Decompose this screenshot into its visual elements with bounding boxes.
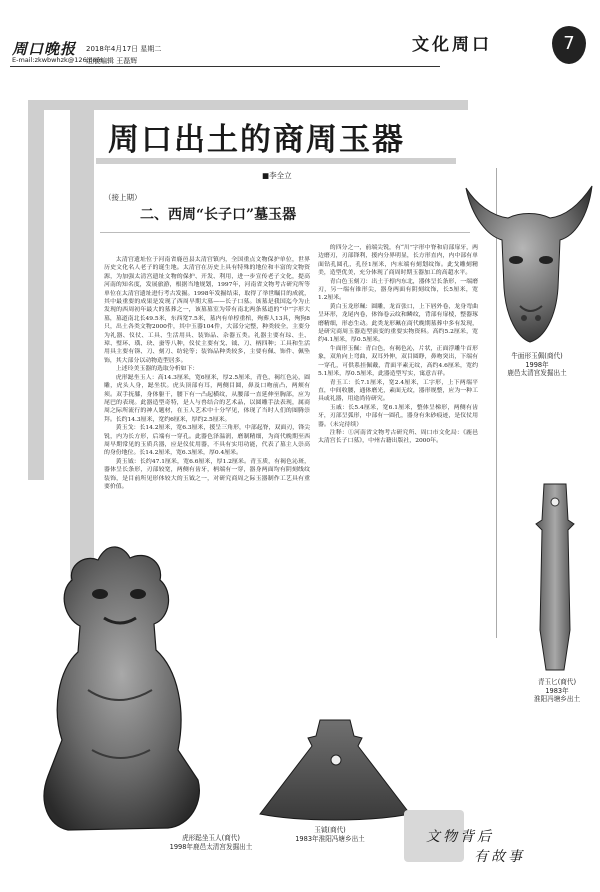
paragraph: 虎形跽坐玉人：高14.3厘米，宽6厘米，厚2.5厘米，青色，褐红色沁，圆雕，虎头人身，跽坐状。虎头顶部有耳，两侧目圆，鼻及口吻前凸，两颊有须。双手抚膝，身体躯干，腰下有一凸起横纹，从腰部一直延伸至胸部，应为尾巴的表现。此器造型奇特，是人与兽结合的艺术品，以圆雕手法表现，属商周之际所流行的神人题材，在玉人艺术中十分罕见，体现了当时人们的图腾崇拜。长约14.3厘米，宽约6厘米，厚约2.5厘米。: [104, 374, 310, 423]
caption-line: 鹿邑太清宫发掘出土: [507, 369, 567, 377]
seal-line-1: 文物背后: [426, 829, 494, 845]
decor-hline: [100, 232, 470, 233]
masthead: 周口晚报: [12, 40, 77, 58]
paragraph: 青白色玉刻刀：出土于椁内东北，器体呈长条形，一端磨刃，另一端有锥形尖，器身两面有阴刻纹饰，长5厘米，宽1.2厘米。: [318, 278, 478, 302]
editor-line: 组版编辑 王磊辉: [86, 57, 138, 65]
axe-jade-image: [530, 480, 580, 675]
decor-bar: [28, 100, 44, 480]
tiger-caption: [146, 834, 276, 851]
header-divider: [10, 66, 440, 67]
decor-bar: [70, 100, 94, 600]
paragraph: 青玉工：长7.1厘米，宽2.4厘米，工字形，上下两端平直，中间收腰，通体磨光，素面无纹，器形规整，应为一种工具或礼器，用途尚待研究。: [318, 379, 478, 403]
text-column-1: [104, 256, 310, 491]
article-title: 周口出土的商周玉器: [108, 122, 405, 158]
paragraph: 牛面形玉佩：青白色，有褐色沁，片状，正面浮雕牛首形象，双角向上弯曲，双耳外伸，双目圆睁，鼻吻突出，下端有一穿孔，可供系挂佩戴，背面平素无纹，高约4.6厘米，宽约5.1厘米，厚0.5厘米，此器造型写实，寓意吉祥。: [318, 345, 478, 378]
caption-line: 虎形跽坐玉人(商代): [182, 834, 240, 842]
axe-caption: [518, 678, 596, 704]
series-tag: （接上期）: [104, 193, 142, 202]
page-number: 7: [552, 26, 586, 64]
caption-line: 1998年: [525, 360, 549, 369]
text-column-2: [318, 244, 478, 446]
tiger-jade-image: [28, 540, 228, 836]
article-subtitle: 二、西周“长子口”墓玉器: [140, 207, 297, 223]
paragraph: 黄玉钺：长约47.1厘米，宽6.6厘米，厚1.2厘米。青玉质，有褐色沁斑，器体呈长条形，刃部较宽，两侧有齿牙，柄端有一穿，器身两面均有阴刻线纹装饰，是目前所见形体较大的玉钺之一，对研究商周之际玉器制作工艺具有重要价值。: [104, 458, 310, 490]
ox-jade-image: [458, 178, 598, 350]
paragraph: 黄玉戈：长14.2厘米，宽6.3厘米，援呈三角形，中部起脊，双面刃，锋尖锐，内为长方形，后端有一穿孔。此器色泽温润，磨制精细，为商代晚期至西周早期常见的玉质兵器，应是仪仗用器，不具有实用功能，代表了墓主人崇高的身份地位。长14.2厘米，宽6.3厘米，厚0.4厘米。: [104, 425, 310, 457]
calligraphy-seal: [404, 800, 584, 872]
caption-line: 1983年: [545, 686, 569, 695]
seal-line-2: 有故事: [474, 849, 525, 865]
paragraph: 上述玲美玉器的选取分析如下：: [115, 366, 199, 373]
paragraph: 的四分之一，前端尖锐，有“川”字形中脊和肩部扉牙，两边磨刃，刃部锋利，援内分界明显，长方形直内，内中部有单面钻孔圆孔，孔径1厘米，内末端有刻划纹饰。此戈雕刻精美，造型优美，充分体现了商周时期玉器加工的高超水平。: [318, 245, 478, 277]
section-title: 文化周口: [412, 35, 492, 55]
date-line: 2018年4月17日 星期二: [86, 45, 162, 53]
caption-line: 牛面形玉佩(商代): [511, 352, 563, 360]
author: ■李全立: [262, 171, 292, 180]
paragraph: 玉戚：长5.4厘米，宽6.1厘米，整体呈梯形，两侧有齿牙，刃部呈弧形，中部有一圆孔，器身有朱砂痕迹，是仪仗用器。（未完待续）: [318, 404, 478, 428]
caption-line: 玉钺(商代): [314, 826, 346, 834]
caption-line: 淮阳冯塘乡出土: [533, 695, 581, 703]
ge-jade-image: [250, 716, 420, 824]
paragraph: 注释：①河南省文物考古研究所、周口市文化局：《鹿邑太清宫长子口墓》，中州古籍出版社，2000年。: [318, 429, 478, 445]
email: E-mail:zkwbwhzk@126.com: [12, 56, 103, 64]
caption-line: 1998年鹿邑太清宫发掘出土: [169, 842, 253, 851]
caption-line: 1983年淮阳冯塘乡出土: [295, 834, 365, 843]
ge-caption: [270, 826, 390, 843]
ox-caption: [478, 352, 596, 378]
decor-bar: [28, 100, 468, 110]
paragraph: 黄白玉龙形珮：圆雕，龙首张口，上下唇外卷，龙身弯曲呈环形，龙尾内卷，体饰卷云纹和鳞纹，背部有扉棱，整器琢磨精细，形态生动。此类龙形珮在商代晚期墓葬中多有发现，是研究商周玉器造型演变的重要实物资料。高约5.2厘米，宽约4.1厘米，厚0.5厘米。: [318, 303, 478, 344]
caption-line: 青玉匕(商代): [537, 678, 577, 686]
paragraph: 太清宫遗址位于河南省鹿邑县太清宫镇内，全国重点文物保护单位，世界历史文化名人老子的诞生地。太清宫在历史上具有特殊的地位和丰富的文物资源，为加强太清宫遗址文物的保护、开发、利用，进一步宣传老子文化，提高河南的知名度，发展旅游，根据当地规划，1997年，河南省文物考古研究所等单位在太清宫遗址进行考古发掘。1998年发掘结束，取得了举世瞩目的成就，其中最重要的成果是发现了西周早期大墓——长子口墓。该墓是我国迄今为止发现的西周初年最大的墓葬之一，该墓墓室为带有南北两条墓道的“中”字形大墓，墓道南北长49.5米，东西宽7.5米，墓内有单椁重棺，殉葬人13具，殉狗8只，出土各类文物2000件，其中玉器104件，大部分完整，种类较全，主要分为礼器、仪仗、工具、生活用具、装饰品、杂器五类。礼器主要有琮、圭、璋、璧环、璜、玦、蚕等八种，仪仗主要有戈、钺、刀、柄四种；工具和生活用具主要有锛、刀、刻刀、纺轮等；装饰品种类较多，主要有佩、饰件、佩坠饰，其大部分以动物造型居多。: [104, 257, 310, 364]
